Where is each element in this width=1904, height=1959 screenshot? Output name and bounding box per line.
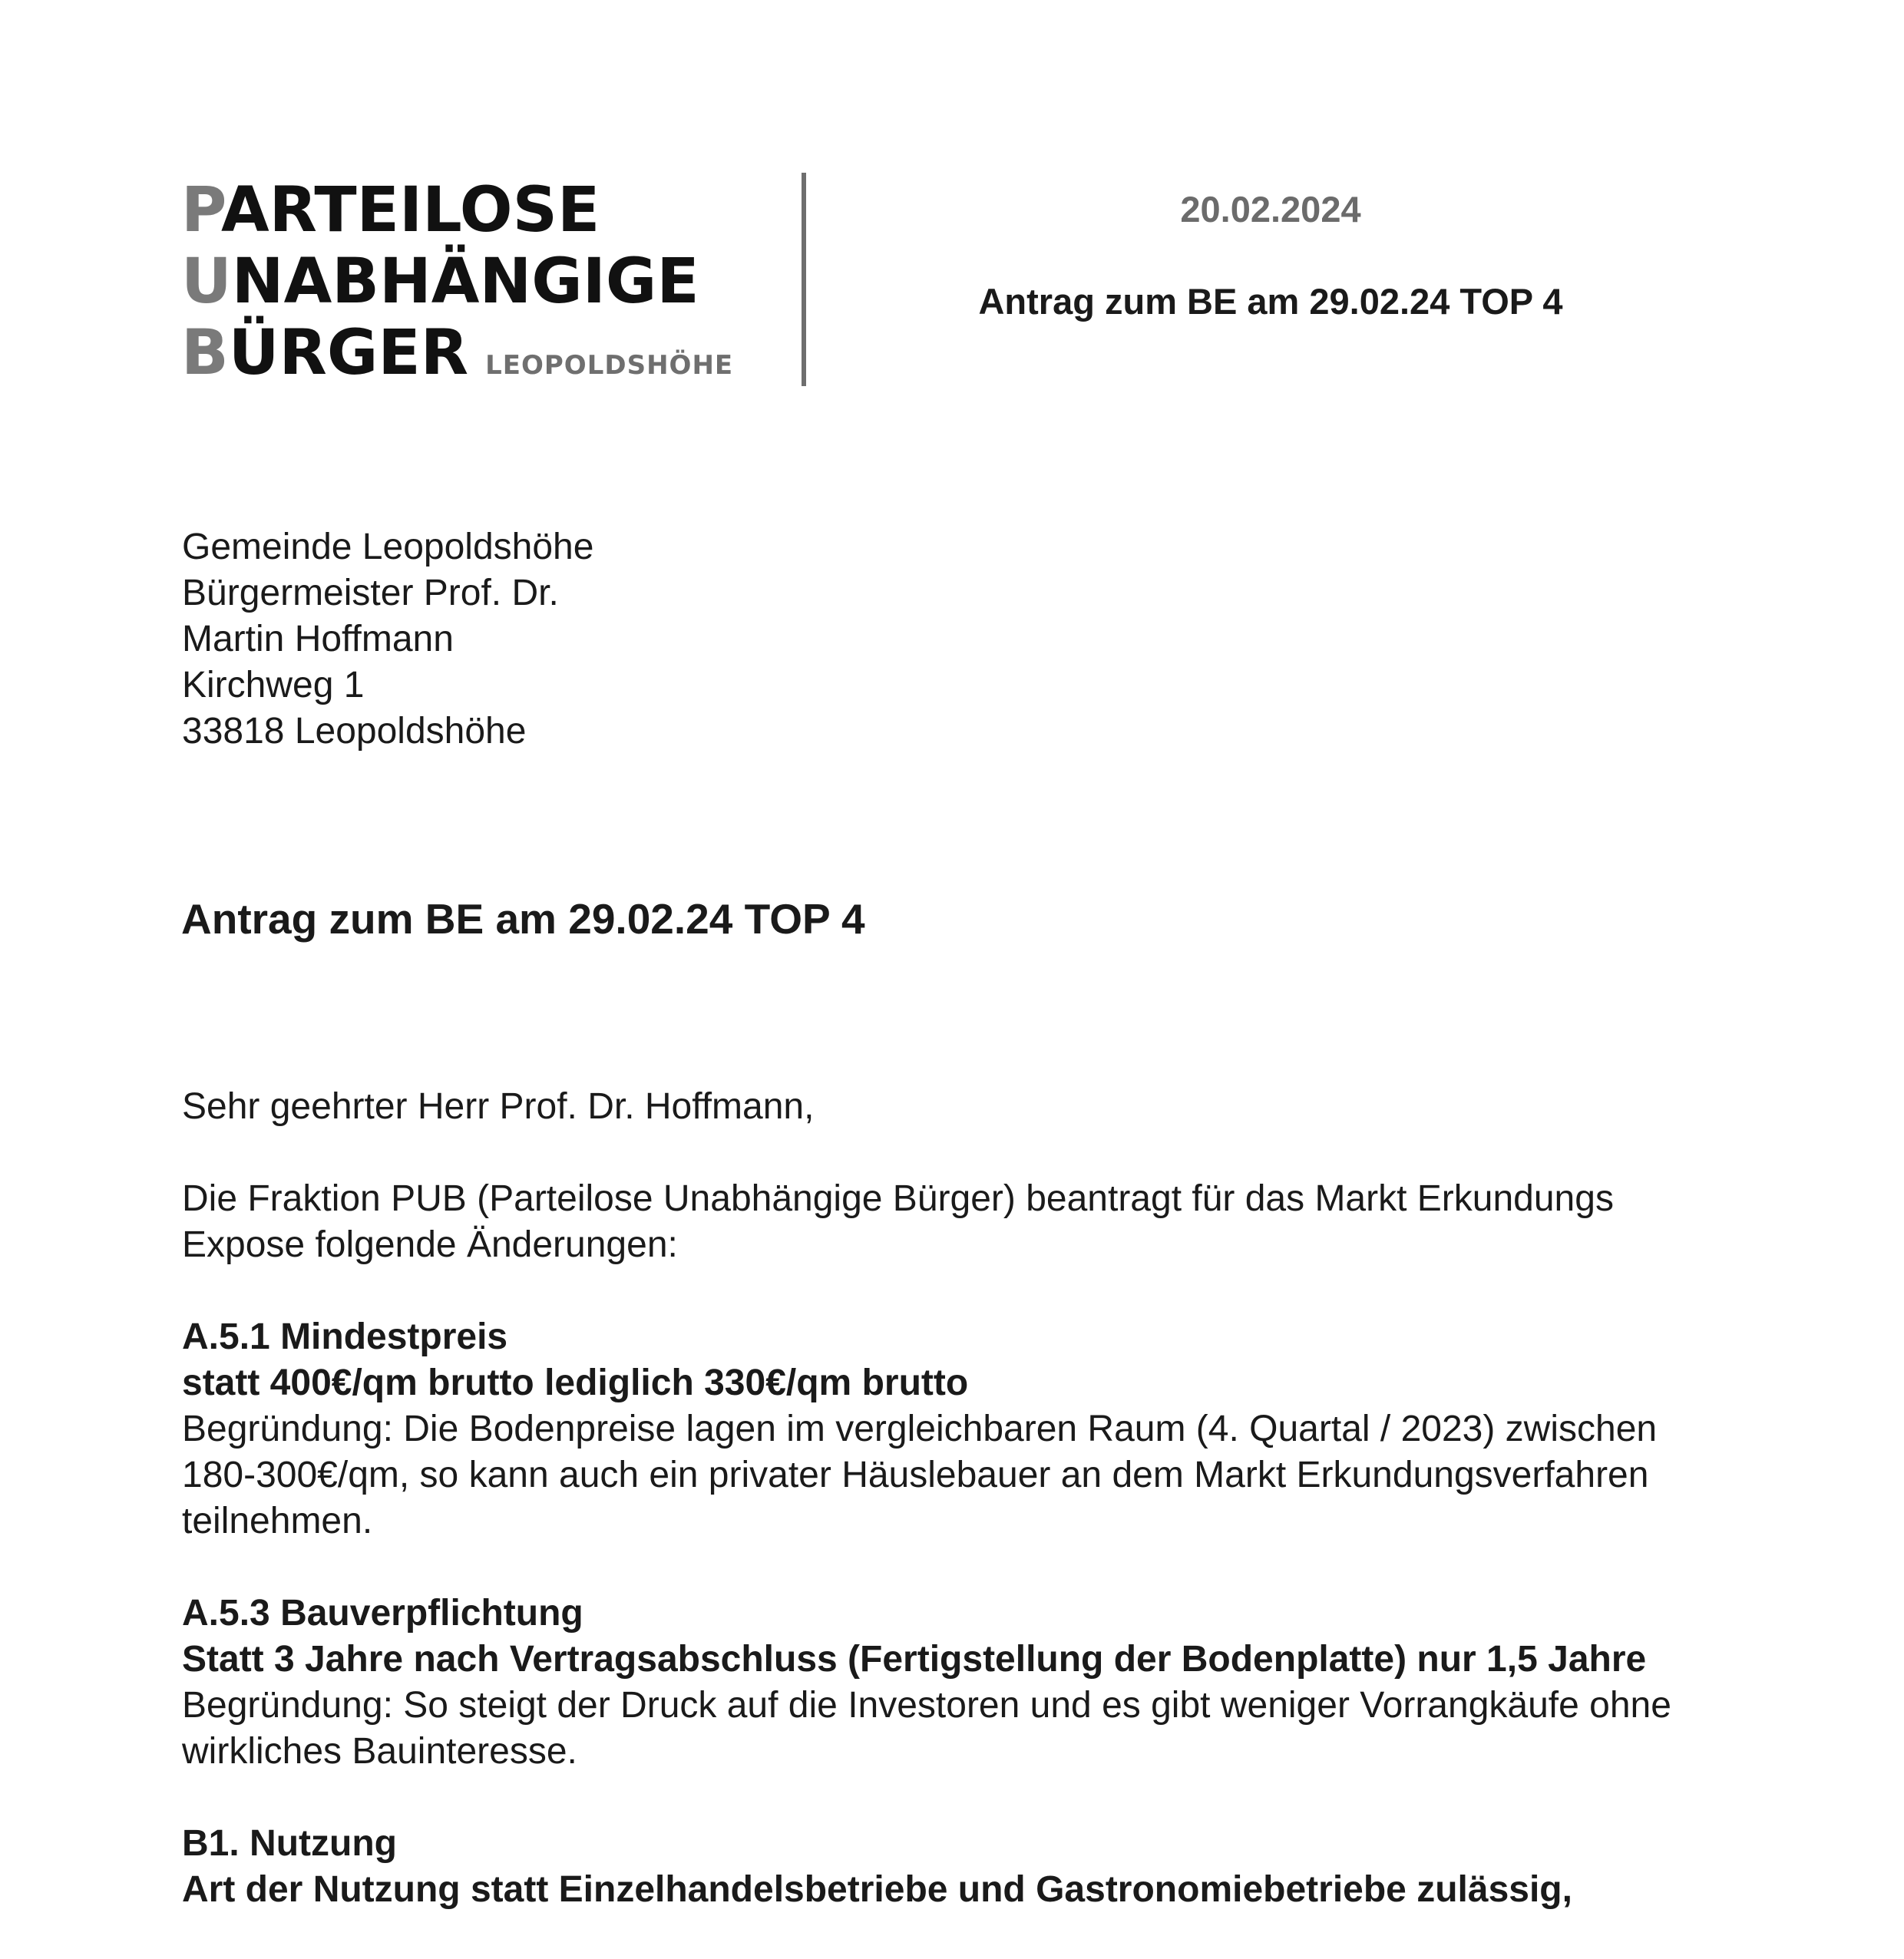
address-line: Kirchweg 1 [182, 665, 365, 705]
logo-word-buerger: ÜRGER [228, 317, 469, 389]
section-heading: A.5.1 Mindestpreis [182, 1316, 508, 1357]
logo-initial-u: U [181, 246, 232, 318]
section-heading: B1. Nutzung [182, 1823, 397, 1864]
salutation: Sehr geehrter Herr Prof. Dr. Hoffmann, [182, 1086, 815, 1127]
section-mindestpreis [182, 1314, 1748, 1544]
section-change: Statt 3 Jahre nach Vertragsabschluss (Fertigstellung der Bodenplatte) nur 1,5 Jahre [182, 1639, 1647, 1680]
logo-word-unabhaengige: NABHÄNGIGE [231, 246, 699, 318]
intro-paragraph [182, 1176, 1748, 1268]
section-reason-line: wirkliches Bauinteresse. [182, 1731, 577, 1772]
logo-initial-p: P [181, 174, 221, 246]
logo-initial-b: B [181, 317, 229, 389]
address-line: 33818 Leopoldshöhe [182, 711, 527, 752]
section-nutzung [182, 1821, 1748, 1913]
section-change: Art der Nutzung statt Einzelhandelsbetriebe und Gastronomiebetriebe zulässig, [182, 1869, 1572, 1910]
section-reason-line: 180-300€/qm, so kann auch ein privater Häuslebauer an dem Markt Erkundungsverfahren [182, 1455, 1649, 1495]
section-reason-line: teilnehmen. [182, 1501, 373, 1541]
section-reason-line: Begründung: Die Bodenpreise lagen im vergleichbaren Raum (4. Quartal / 2023) zwischen [182, 1409, 1658, 1449]
address-line: Martin Hoffmann [182, 619, 454, 659]
logo-line-2 [181, 246, 734, 318]
letter-subject: Antrag zum BE am 29.02.24 TOP 4 [181, 895, 865, 943]
logo-line-3 [181, 318, 734, 389]
address-line: Bürgermeister Prof. Dr. [182, 573, 559, 613]
party-logo [181, 175, 734, 389]
section-reason-line: Begründung: So steigt der Druck auf die Investoren und es gibt weniger Vorrangkäufe ohne [182, 1685, 1671, 1726]
logo-word-parteilose: ARTEILOSE [220, 174, 600, 246]
intro-line: Die Fraktion PUB (Parteilose Unabhängige Bürger) beantragt für das Markt Erkundungs [182, 1178, 1614, 1219]
letter-body [182, 1084, 1748, 1959]
section-heading: A.5.3 Bauverpflichtung [182, 1593, 583, 1634]
section-bauverpflichtung [182, 1591, 1748, 1775]
header-divider [802, 173, 806, 386]
recipient-address [182, 524, 593, 755]
logo-subtitle: LEOPOLDSHÖHE [485, 350, 734, 381]
letter-date: 20.02.2024 [1180, 189, 1361, 230]
logo-line-1 [181, 175, 734, 246]
section-change: statt 400€/qm brutto lediglich 330€/qm brutto [182, 1363, 969, 1403]
address-line: Gemeinde Leopoldshöhe [182, 527, 594, 567]
header-subject: Antrag zum BE am 29.02.24 TOP 4 [978, 281, 1563, 322]
intro-line: Expose folgende Änderungen: [182, 1224, 678, 1265]
